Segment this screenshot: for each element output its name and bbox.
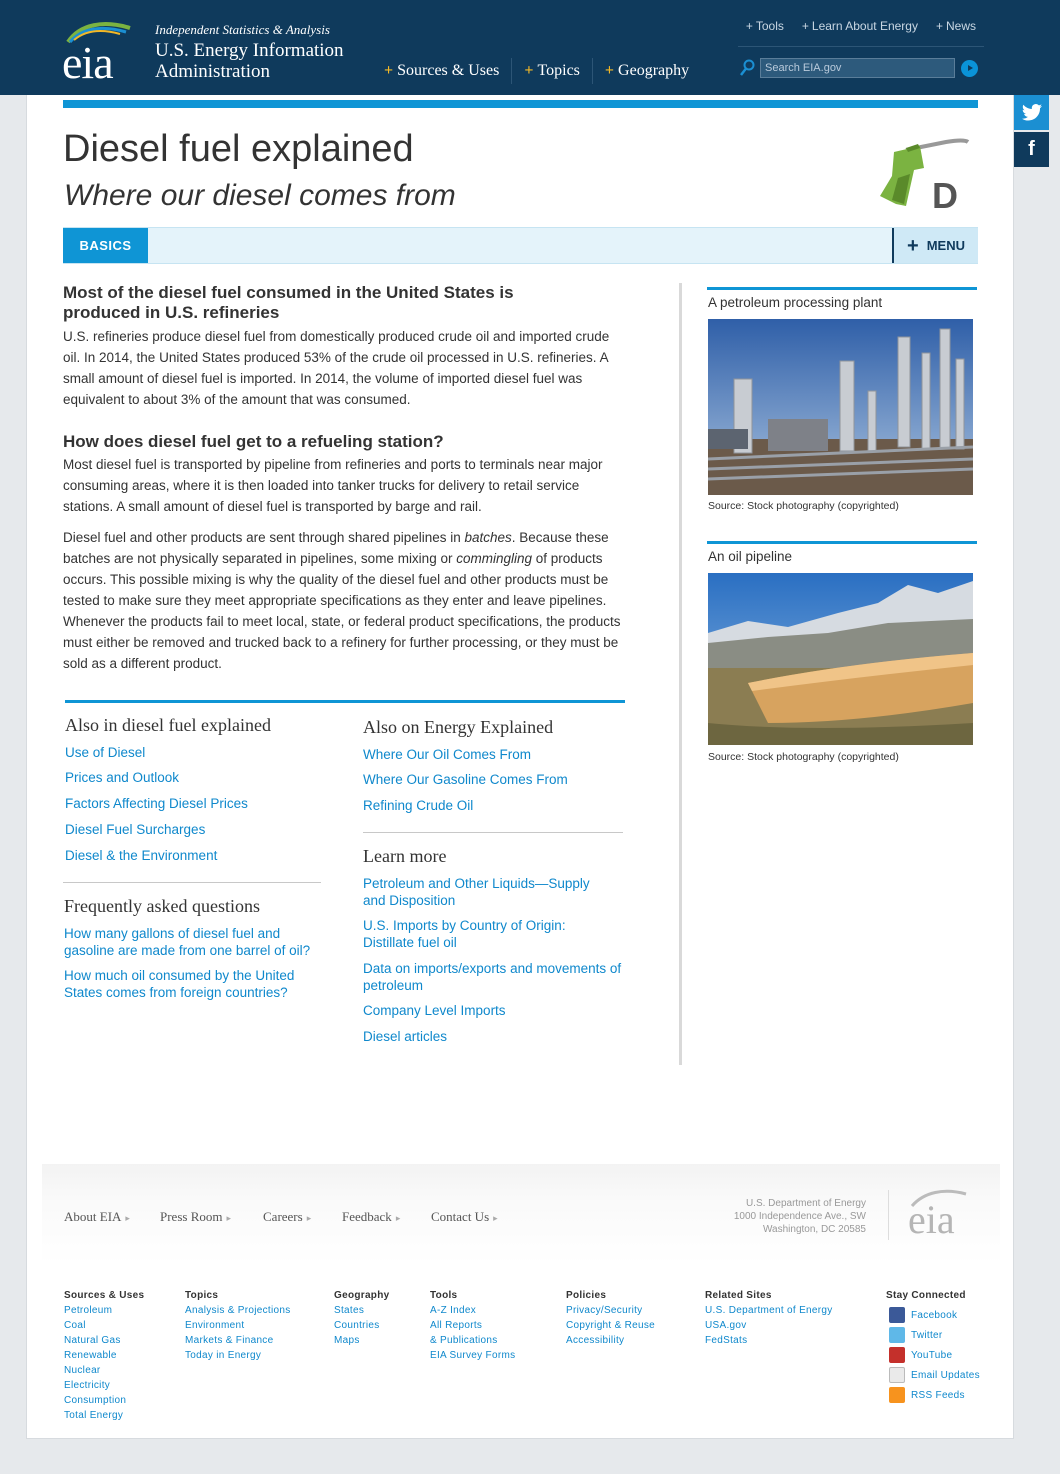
paragraph: U.S. refineries produce diesel fuel from domestically produced crude oil and imported crude oil. In 2014, the United States produced 53% of the crude oil processed in U.S. refineries. A small amount of diesel fuel is imported. In 2014, the volume of imported diesel fuel was equivalent to about 3% of the amount that was consumed.	[63, 329, 610, 407]
nav-geography[interactable]: + Geography	[604, 62, 690, 79]
footer-link[interactable]: Coal	[64, 1320, 86, 1331]
link-surcharges[interactable]: Diesel Fuel Surcharges	[65, 822, 206, 837]
logo-text: eia	[62, 37, 113, 88]
agency-line-2: Administration	[155, 61, 271, 82]
footer-link[interactable]: Countries	[334, 1320, 380, 1331]
twitter-icon	[1022, 104, 1042, 121]
link-use-of-diesel[interactable]: Use of Diesel	[65, 745, 146, 760]
link-refining-crude[interactable]: Refining Crude Oil	[363, 798, 474, 813]
tagline: Independent Statistics & Analysis	[155, 22, 330, 37]
also-in-heading: Also in diesel fuel explained	[65, 715, 271, 735]
sidebar-rule	[707, 287, 977, 290]
search-icon	[739, 59, 755, 77]
menu-label: MENU	[926, 238, 965, 253]
footer-link[interactable]: Maps	[334, 1335, 360, 1346]
divider	[888, 1190, 889, 1240]
footer-link[interactable]: Markets & Finance	[185, 1335, 274, 1346]
learn-more-heading: Learn more	[363, 846, 447, 866]
facebook-icon	[889, 1307, 905, 1323]
footer-link[interactable]: Accessibility	[566, 1335, 625, 1346]
search-submit-button[interactable]	[961, 60, 978, 77]
footer-col-heading: Topics	[185, 1290, 219, 1301]
paragraph: Diesel fuel and other products are sent through shared pipelines in batches. Because these batches are not physically separated in pipelines, some mixing or commingling of products occurs. This possible mixing is why the quality of the diesel fuel and other products must be tested to make sure they meet appropriate specifications as they enter and leave pipelines. Whenever the products fail to meet local, state, or federal product specifications, the products must either be removed and trucked back to a refinery for further processing, or they must be sold as a different product.	[63, 530, 621, 671]
nav-topics[interactable]: + Topics	[524, 58, 593, 84]
footer-col-heading: Sources & Uses	[64, 1290, 145, 1301]
footer-link[interactable]: FedStats	[705, 1335, 748, 1346]
link-imports-distillate[interactable]: U.S. Imports by Country of Origin: Distillate fuel oil	[363, 918, 566, 950]
image-caption: A petroleum processing plant	[708, 295, 883, 310]
fuel-pump-nozzle-icon	[876, 134, 972, 214]
util-news[interactable]: + News	[935, 19, 976, 33]
image-source: Source: Stock photography (copyrighted)	[708, 751, 899, 763]
column-divider	[679, 283, 682, 1065]
footer-link[interactable]: All Reports	[430, 1320, 483, 1331]
youtube-icon	[889, 1347, 905, 1363]
email-icon	[889, 1367, 905, 1383]
faq-link-gallons[interactable]: How many gallons of diesel fuel and gasoline are made from one barrel of oil?	[64, 926, 311, 958]
footer-address: U.S. Department of Energy 1000 Independence Ave., SW Washington, DC 20585	[733, 1198, 866, 1235]
footer-eia-logo[interactable]	[908, 1188, 970, 1243]
link-prices-outlook[interactable]: Prices and Outlook	[65, 770, 180, 785]
footer-link[interactable]: A-Z Index	[430, 1305, 477, 1316]
image-caption: An oil pipeline	[708, 549, 793, 564]
pipeline-photo[interactable]	[708, 573, 973, 745]
section-heading: Most of the diesel fuel consumed in the United States is produced in U.S. refineries	[63, 283, 514, 322]
util-learn-about-energy[interactable]: + Learn About Energy	[801, 19, 918, 33]
footer-link[interactable]: Analysis & Projections	[185, 1305, 291, 1316]
footer-col-heading: Stay Connected	[886, 1290, 966, 1301]
footer-contact-us[interactable]: Contact Us ▸	[431, 1209, 498, 1224]
footer-col-heading: Policies	[566, 1290, 607, 1301]
search-input[interactable]	[760, 58, 955, 78]
divider	[738, 46, 984, 47]
footer-link[interactable]: USA.gov	[705, 1320, 747, 1331]
refinery-photo[interactable]	[708, 319, 973, 495]
divider	[63, 882, 321, 883]
footer-link[interactable]: Today in Energy	[185, 1350, 262, 1361]
also-on-heading: Also on Energy Explained	[363, 717, 554, 737]
footer-link[interactable]: & Publications	[430, 1335, 498, 1346]
facebook-share-button[interactable]	[1014, 132, 1049, 167]
faq-link-foreign[interactable]: How much oil consumed by the United States comes from foreign countries?	[64, 968, 295, 1000]
eia-logo[interactable]	[62, 18, 134, 88]
link-factors-prices[interactable]: Factors Affecting Diesel Prices	[65, 796, 248, 811]
link-gasoline-comes-from[interactable]: Where Our Gasoline Comes From	[363, 772, 568, 787]
rss-icon	[889, 1387, 905, 1403]
facebook-icon: f	[1028, 138, 1035, 160]
agency-line-1: U.S. Energy Information	[155, 40, 344, 61]
footer-link[interactable]: Renewable	[64, 1350, 117, 1361]
twitter-icon	[889, 1327, 905, 1343]
divider	[363, 832, 623, 833]
twitter-share-button[interactable]	[1014, 95, 1049, 130]
faq-heading: Frequently asked questions	[64, 896, 260, 916]
footer-link[interactable]: Nuclear	[64, 1365, 101, 1376]
footer-col-heading: Tools	[430, 1290, 458, 1301]
pump-letter: D	[932, 175, 958, 214]
footer-link[interactable]: Environment	[185, 1320, 245, 1331]
paragraph: Most diesel fuel is transported by pipeline from refineries and ports to terminals near major consuming areas, where it is then loaded into tanker trucks for delivery to retail service stations. A small amount of diesel fuel is transported by barge and rail.	[63, 457, 603, 514]
nav-sources-uses[interactable]: + Sources & Uses	[384, 58, 512, 84]
footer-link[interactable]: Consumption	[64, 1395, 127, 1406]
agency-name	[155, 40, 375, 82]
tab-basics[interactable]: BASICS	[63, 228, 148, 263]
link-diesel-articles[interactable]: Diesel articles	[363, 1029, 448, 1044]
footer-col-heading: Geography	[334, 1290, 390, 1301]
related-rule	[65, 700, 625, 703]
footer-link[interactable]: U.S. Department of Energy	[705, 1305, 833, 1316]
footer-link[interactable]: Petroleum	[64, 1305, 113, 1316]
footer-link[interactable]: Electricity	[64, 1380, 111, 1391]
svg-text:eia: eia	[908, 1197, 955, 1238]
footer-link[interactable]: Natural Gas	[64, 1335, 121, 1346]
link-imports-exports[interactable]: Data on imports/exports and movements of petroleum	[363, 961, 622, 993]
stay-rss[interactable]: RSS Feeds	[911, 1390, 965, 1401]
footer-press-room[interactable]: Press Room ▸	[160, 1209, 232, 1224]
section-heading: How does diesel fuel get to a refueling station?	[63, 432, 444, 451]
plus-icon: +	[907, 234, 919, 257]
footer-link[interactable]: Total Energy	[64, 1410, 124, 1421]
footer-feedback[interactable]: Feedback ▸	[342, 1209, 401, 1224]
link-oil-comes-from[interactable]: Where Our Oil Comes From	[363, 747, 532, 762]
link-supply-disposition[interactable]: Petroleum and Other Liquids—Supply and Disposition	[363, 876, 590, 908]
tab-bar	[63, 227, 978, 264]
stay-facebook[interactable]: Facebook	[911, 1310, 958, 1321]
footer-about-eia[interactable]: About EIA ▸	[64, 1209, 130, 1224]
footer-link[interactable]: Copyright & Reuse	[566, 1320, 656, 1331]
page-title: Diesel fuel explained	[63, 128, 414, 170]
footer-careers[interactable]: Careers ▸	[263, 1209, 312, 1224]
logo-swoosh-icon	[908, 1188, 970, 1238]
sidebar-rule	[707, 541, 977, 544]
footer-link[interactable]: EIA Survey Forms	[430, 1350, 516, 1361]
stay-youtube[interactable]: YouTube	[911, 1350, 953, 1361]
footer-link[interactable]: States	[334, 1305, 365, 1316]
footer-link[interactable]: Privacy/Security	[566, 1305, 643, 1316]
menu-button[interactable]	[892, 228, 978, 263]
link-environment[interactable]: Diesel & the Environment	[65, 848, 218, 863]
stay-email[interactable]: Email Updates	[911, 1370, 980, 1381]
accent-bar	[63, 100, 978, 108]
main-nav	[384, 58, 713, 84]
utility-nav	[746, 19, 976, 33]
link-company-imports[interactable]: Company Level Imports	[363, 1003, 506, 1018]
util-tools[interactable]: + Tools	[745, 19, 784, 33]
image-source: Source: Stock photography (copyrighted)	[708, 500, 899, 512]
footer-col-heading: Related Sites	[705, 1290, 772, 1301]
site-header	[0, 0, 1060, 95]
page-subtitle: Where our diesel comes from	[64, 179, 456, 212]
stay-twitter[interactable]: Twitter	[911, 1330, 943, 1341]
